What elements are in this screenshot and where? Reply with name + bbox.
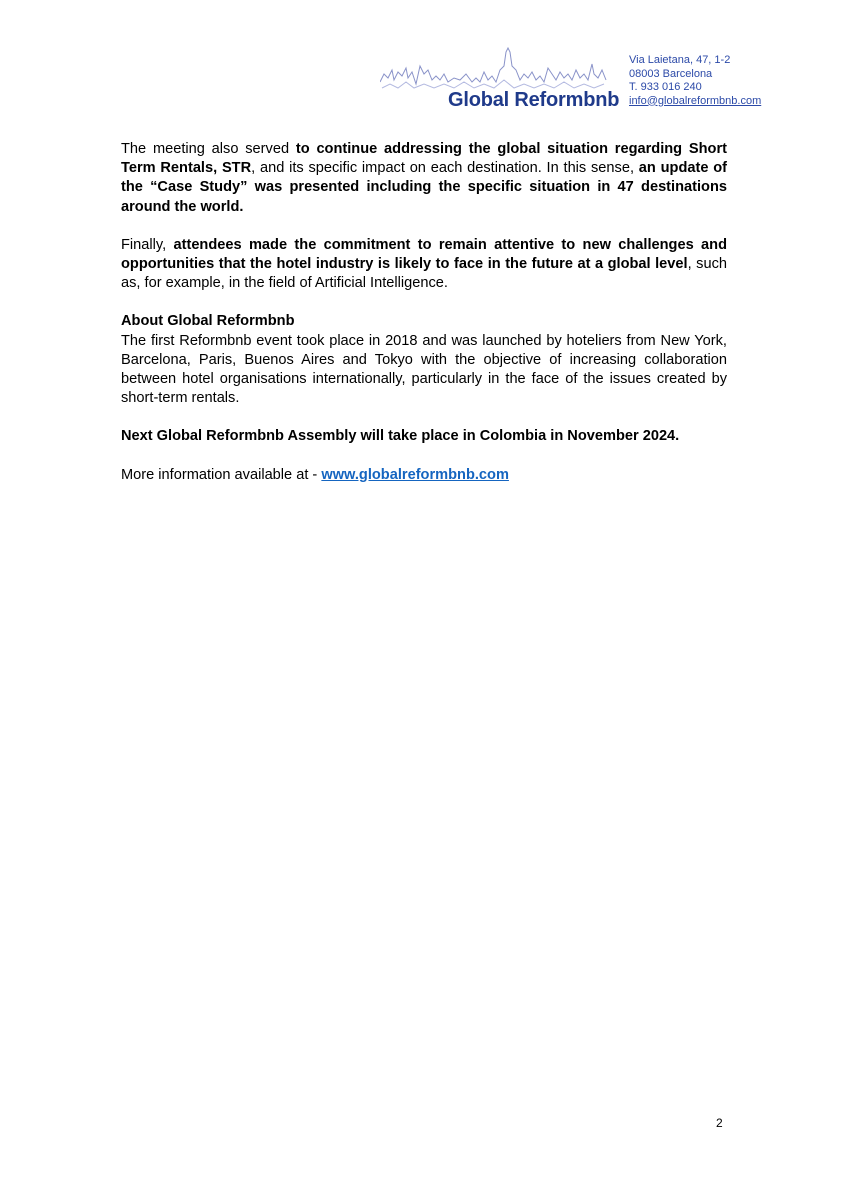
text-segment: The meeting also served	[121, 141, 296, 157]
paragraph-next-assembly	[121, 427, 727, 446]
paragraph-finally	[121, 236, 727, 294]
paragraph-meeting	[121, 140, 727, 217]
text-segment: Finally,	[121, 236, 174, 253]
about-heading: About Global Reformbnb	[121, 313, 295, 330]
text-segment: , such as, for example, in the field of Artificial Intelligence.	[121, 256, 728, 292]
letterhead-logo	[380, 44, 620, 116]
bold-segment: an update of the “Case Study” was presented including the specific situation in 47 destinations around the world.	[121, 160, 728, 215]
contact-block	[629, 54, 761, 108]
email-link[interactable]: info@globalreformbnb.com	[629, 94, 762, 107]
address-line: Via Laietana, 47, 1-2	[629, 54, 731, 66]
paragraph-more-info	[121, 466, 727, 485]
text-segment: , and its specific impact on each destination. In this sense,	[251, 160, 639, 177]
page-number: 2	[716, 1116, 723, 1130]
brand-name: Global Reformbnb	[448, 89, 620, 111]
paragraph-about	[121, 312, 727, 408]
about-text: The first Reformbnb event took place in 2018 and was launched by hoteliers from New York, Barcelona, Paris, Buenos Aires and Tokyo with the objective of increasing collaboration between hotel organisations internationally, particularly in the face of the issues created by short-term rentals.	[121, 332, 727, 407]
phone-line: T. 933 016 240	[629, 81, 702, 93]
bold-segment: to continue addressing the global situation regarding Short Term Rentals, STR	[121, 141, 727, 177]
website-link[interactable]: www.globalreformbnb.com	[321, 466, 509, 483]
more-info-prefix: More information available at -	[121, 466, 322, 483]
next-assembly-text: Next Global Reformbnb Assembly will take place in Colombia in November 2024.	[121, 428, 680, 445]
bold-segment: attendees made the commitment to remain attentive to new challenges and opportunities that the hotel industry is likely to face in the future at a global level	[121, 236, 727, 273]
city-line: 08003 Barcelona	[629, 67, 713, 80]
document-body	[121, 140, 727, 504]
